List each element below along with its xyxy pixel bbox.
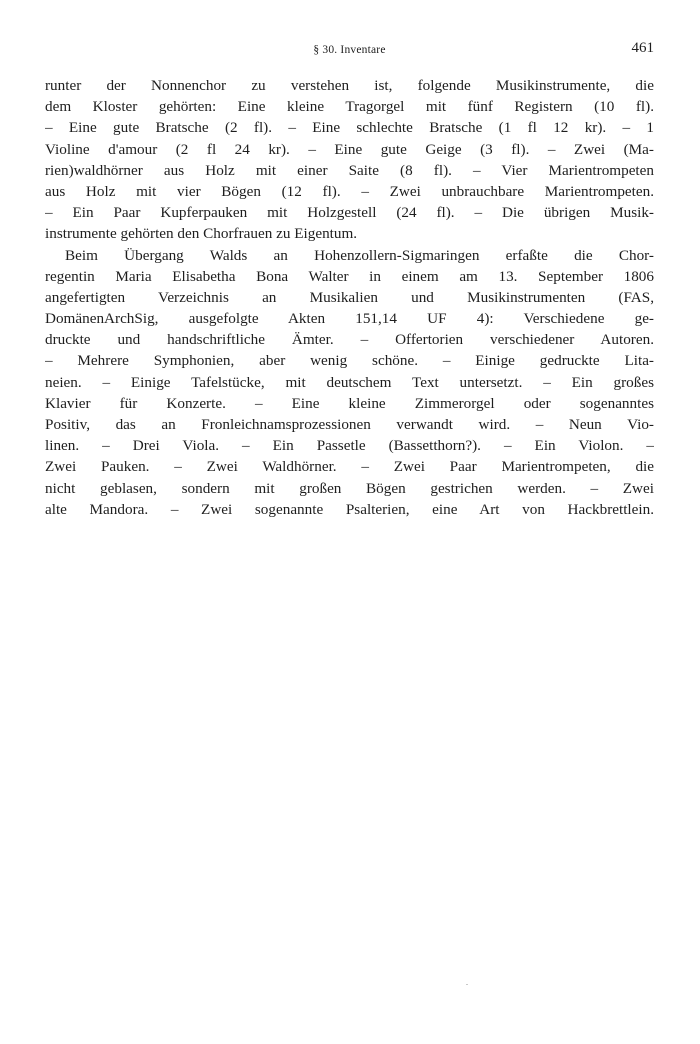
text-line: Zwei Pauken. – Zwei Waldhörner. – Zwei Paar Marientrompeten, die [45,458,654,476]
text-line: instrumente gehörten den Chorfrauen zu Eigentum. [45,225,358,243]
page-number: 461 [631,40,654,56]
text-line: nicht geblasen, sondern mit großen Bögen gestrichen werden. – Zwei [45,479,654,497]
paragraph-inventory-first [45,75,654,245]
text-line: druckte und handschriftliche Ämter. – Offertorien verschiedener Autoren. [45,331,654,349]
text-line: alte Mandora. – Zwei sogenannte Psalterien, eine Art von Hackbrettlein. [45,500,654,518]
text-line: DomänenArchSig, ausgefolgte Akten 151,14 UF 4): Verschiedene ge- [45,310,654,328]
text-line: – Ein Paar Kupferpauken mit Holzgestell (24 fl). – Die übrigen Musik- [45,204,654,222]
text-line: Violine d'amour (2 fl 24 kr). – Eine gute Geige (3 fl). – Zwei (Ma- [45,140,654,158]
body-text [45,75,654,520]
running-head: § 30. Inventare [313,44,386,56]
text-line: runter der Nonnenchor zu verstehen ist, folgende Musikinstrumente, die [45,77,654,94]
scan-speck [466,984,468,985]
text-line: angefertigten Verzeichnis an Musikalien und Musikinstrumenten (FAS, [45,288,654,306]
text-line: regentin Maria Elisabetha Bona Walter in einem am 13. September 1806 [45,267,654,285]
text-line: rien)waldhörner aus Holz mit einer Saite (8 fl). – Vier Marientrompeten [45,161,654,179]
text-line: – Eine gute Bratsche (2 fl). – Eine schlechte Bratsche (1 fl 12 kr). – 1 [45,119,654,137]
text-line: aus Holz mit vier Bögen (12 fl). – Zwei unbrauchbare Marientrompeten. [45,182,654,200]
text-line: – Mehrere Symphonien, aber wenig schöne. – Einige gedruckte Lita- [45,352,654,370]
page-header [45,40,654,64]
text-line: Beim Übergang Walds an Hohenzollern-Sigmaringen erfaßte die Chor- [65,246,654,264]
text-line: Positiv, das an Fronleichnamsprozessionen verwandt wird. – Neun Vio- [45,416,654,433]
text-line: linen. – Drei Viola. – Ein Passetle (Bassetthorn?). – Ein Violon. – [45,437,654,455]
text-line: dem Kloster gehörten: Eine kleine Tragorgel mit fünf Registern (10 fl). [45,98,654,116]
text-line: Klavier für Konzerte. – Eine kleine Zimmerorgel oder sogenanntes [45,394,654,412]
paragraph-inventory-second [45,245,654,520]
text-line: neien. – Einige Tafelstücke, mit deutschem Text untersetzt. – Ein großes [45,373,654,391]
